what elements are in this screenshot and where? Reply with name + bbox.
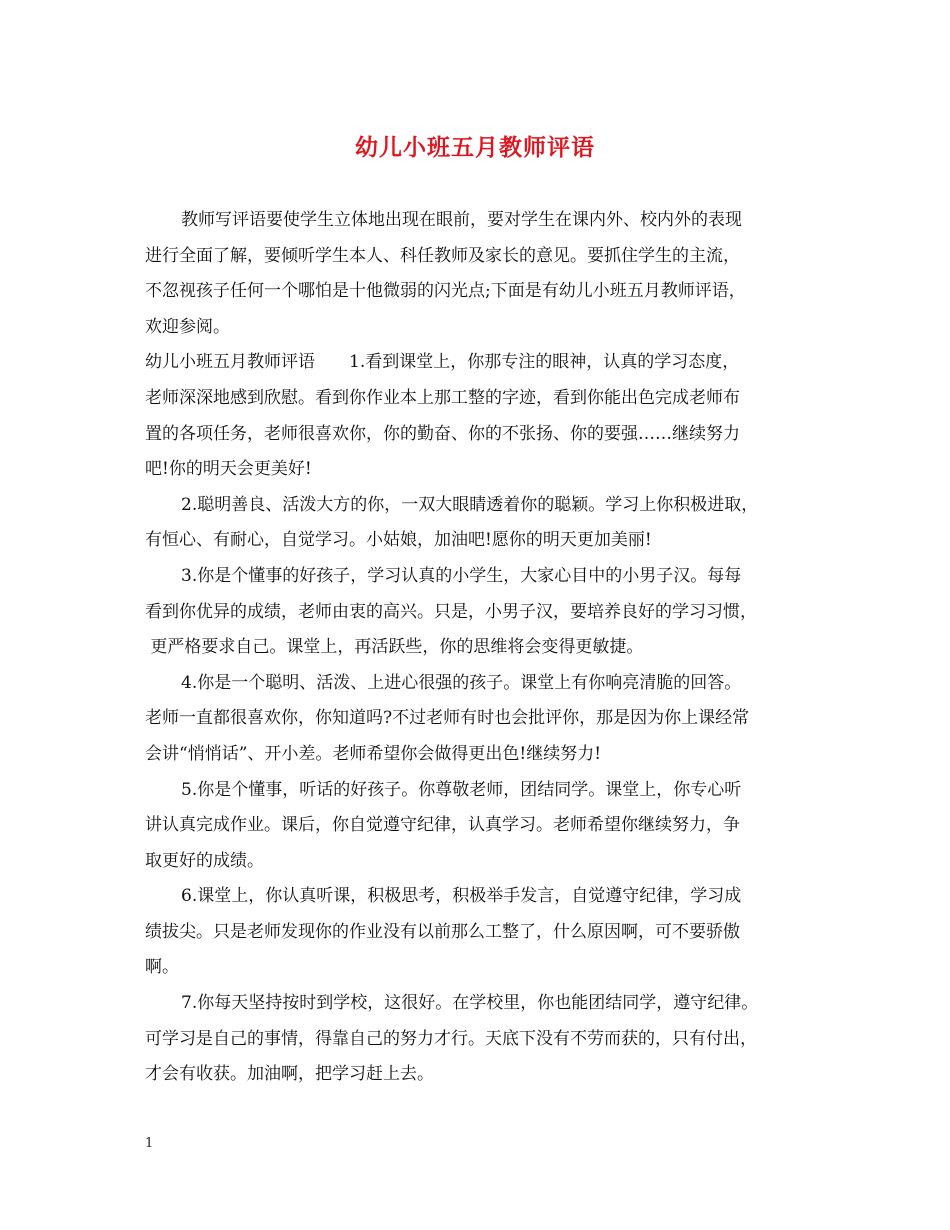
text-line: 欢迎参阅。 [145,316,230,337]
text-segment: 1.看到课堂上，你那专注的眼神，认真的学习态度， [349,352,740,373]
comment-item-1 [145,345,835,487]
text-line: 更严格要求自己。课堂上，再活跃些，你的思维将会变得更敏捷。 [145,637,644,658]
comment-item-7 [145,986,835,1093]
text-line: 讲认真完成作业。课后，你自觉遵守纪律，认真学习。老师希望你继续努力，争 [145,815,740,836]
page-number: 1 [145,1136,154,1151]
intro-paragraph [145,203,835,345]
text-line: 4.你是一个聪明、活泼、上进心很强的孩子。课堂上有你响亮清脆的回答。 [181,672,742,693]
text-line [145,345,835,381]
text-line: 5.你是个懂事，听话的好孩子。你尊敬老师，团结同学。课堂上，你专心听 [181,779,742,800]
text-line: 进行全面了解，要倾听学生本人、科任教师及家长的意见。要抓住学生的主流， [145,245,740,266]
text-line: 不忽视孩子任何一个哪怕是十他微弱的闪光点;下面是有幼儿小班五月教师评语， [145,281,746,302]
document-body [145,203,835,1093]
comment-item-6 [145,879,835,986]
text-line: 教师写评语要使学生立体地出现在眼前，要对学生在课内外、校内外的表现 [181,210,742,230]
text-line: 才会有收获。加油啊，把学习赶上去。 [145,1064,434,1085]
section-heading: 幼儿小班五月教师评语 [145,352,315,373]
text-line: 啊。 [145,957,179,978]
document-title: 幼儿小班五月教师评语 [355,134,595,161]
comment-item-5 [145,773,835,880]
text-line: 置的各项任务，老师很喜欢你，你的勤奋、你的不张扬、你的要强……继续努力 [145,423,740,444]
text-line: 7.你每天坚持按时到学校，这很好。在学校里，你也能团结同学，遵守纪律。 [181,993,759,1014]
text-line: 会讲“悄悄话”、开小差。老师希望你会做得更出色!继续努力! [145,743,602,764]
text-line: 可学习是自己的事情，得靠自己的努力才行。天底下没有不劳而获的，只有付出， [145,1028,757,1049]
text-line: 绩拔尖。只是老师发现你的作业没有以前那么工整了，什么原因啊，可不要骄傲 [145,921,740,942]
text-line: 吧!你的明天会更美好! [145,459,312,480]
comment-item-2 [145,488,835,559]
text-line: 6.课堂上，你认真听课，积极思考，积极举手发言，自觉遵守纪律，学习成 [181,886,742,907]
text-line: 有恒心、有耐心，自觉学习。小姑娘，加油吧!愿你的明天更加美丽! [145,530,652,551]
text-line: 看到你优异的成绩，老师由衷的高兴。只是，小男子汉，要培养良好的学习习惯， [145,601,757,622]
text-line: 2.聪明善良、活泼大方的你，一双大眼睛透着你的聪颖。学习上你积极进取， [181,494,759,515]
text-line: 老师深深地感到欣慰。看到你作业本上那工整的字迹，看到你能出色完成老师布 [145,387,740,408]
text-line: 取更好的成绩。 [145,850,264,871]
comment-item-4 [145,666,835,773]
comment-item-3 [145,559,835,666]
text-line: 3.你是个懂事的好孩子，学习认真的小学生，大家心目中的小男子汉。每每 [181,565,742,586]
text-line: 老师一直都很喜欢你，你知道吗?不过老师有时也会批评你，那是因为你上课经常 [145,708,750,729]
